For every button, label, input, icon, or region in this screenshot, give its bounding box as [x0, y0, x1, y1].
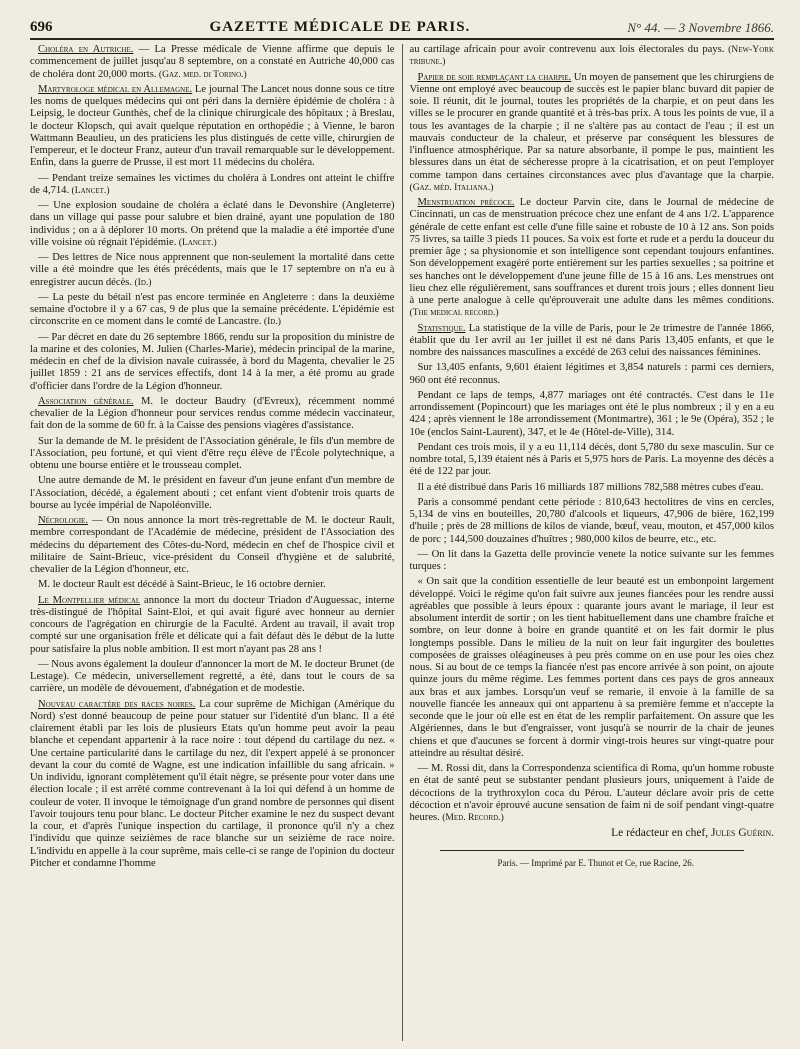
- item-text: Sur 13,405 enfants, 9,601 étaient légitimes et 3,854 naturels : parmi ces derniers, 960 ont été reconnus.: [409, 362, 774, 386]
- news-item: [410, 442, 775, 479]
- item-heading: Choléra en Autriche.: [38, 44, 134, 55]
- item-source: (Id.): [261, 316, 281, 328]
- item-text: — La peste du bétail n'est pas encore terminée en Angleterre : dans la deuxième semaine d'octobre il y a 67 cas, 9 de plus que la semaine précédente. L'épidémie est circonscrite en ce moment dans le comté de Lancastre.: [30, 291, 395, 328]
- news-item: [410, 323, 775, 360]
- news-item: [30, 84, 395, 170]
- news-item: [30, 252, 395, 289]
- divider: [440, 850, 745, 851]
- news-item: [30, 332, 395, 393]
- news-item: [30, 436, 395, 473]
- item-heading: Nécrologie.: [38, 515, 88, 526]
- item-text: M. le docteur Baudry (d'Evreux), récemment nommé chevalier de la Légion d'honneur pour services rendus comme médecin vaccinateur, fait don de la somme de 60 fr. à la Caisse des pensions viagères d'assistance.: [30, 395, 395, 432]
- issue-date: N° 44. — 3 Novembre 1866.: [627, 20, 774, 35]
- item-heading: Papier de soie remplaçant la charpie.: [417, 71, 572, 83]
- item-text: — Nous avons également la douleur d'annoncer la mort de M. le docteur Brunet (de Lestage). Ce médecin, universellement regretté, a été, dans tout le cours de sa carrière, un modèle de dévouement, d'abnégation et de modestie.: [30, 658, 395, 695]
- item-text: Sur la demande de M. le président de l'Association générale, le fils d'un membre de l'Association, peu fortuné, et qui vient d'être reçu élève de l'École polytechnique, a obtenu une bourse entière et le trousseau complet.: [30, 435, 395, 471]
- item-source: (Gaz. méd. Italiana.): [409, 181, 494, 193]
- editor-signature: [410, 827, 775, 839]
- item-text: — Par décret en date du 26 septembre 1866, rendu sur la proposition du ministre de la marine et des colonies, M. Julien (Charles-Marie), médecin principal de la marine, médecin en chef de la division navale cuirassée, à bord du Magenta, chevalier le 25 juillet 1859 : 21 ans de services effectifs, dont 14 à la mer, a été promu au grade d'officier dans l'ordre de la Légion d'honneur.: [30, 331, 395, 392]
- news-item: [410, 390, 775, 439]
- item-text: — Des lettres de Nice nous apprennent que non-seulement la mortalité dans cette ville a été moindre que les étés précédents, mais que le 17 septembre on n'a eu à enregistrer aucun décès.: [30, 252, 395, 288]
- news-item: [30, 595, 395, 656]
- item-text: Il a été distribué dans Paris 16 milliards 187 millions 782,588 mètres cubes d'eau.: [417, 481, 764, 493]
- item-source: (Med. Record.): [439, 812, 504, 823]
- printer-imprint: Paris. — Imprimé par E. Thunot et Ce, rue Racine, 26.: [497, 857, 695, 868]
- item-text: au cartilage africain pour avoir contrevenu aux lois électorales du pays.: [409, 44, 725, 55]
- item-text: La statistique de la ville de Paris, pour le 2e trimestre de l'année 1866, établit que du 1er avril au 1er juillet il est né dans Paris 13,405 enfants, et que le nombre des naissances masculines a excédé de 263 celui des naissances féminines.: [409, 322, 774, 358]
- item-text: — On nous annonce la mort très-regrettable de M. le docteur Rault, membre correspondant de l'Académie de médecine, président de l'Association des médecins du département des Côtes-du-Nord, médecin en chef de l'hospice civil et militaire de Saint-Brieuc, vice-président du Conseil d'hygiène et de salubrité, chevalier de la Légion d'honneur, etc.: [30, 515, 395, 575]
- item-text: Pendant ces trois mois, il y a eu 11,114 décès, dont 5,780 du sexe masculin. Sur ce nombre total, 5,139 étaient nés à Paris et 5,975 hors de Paris. La moyenne des décès a été de 122 par jour.: [409, 441, 774, 478]
- news-item: [410, 197, 775, 320]
- item-heading: Statistique.: [417, 322, 466, 334]
- item-heading: Association générale.: [38, 395, 134, 407]
- item-text: — Une explosion soudaine de choléra a éclaté dans le Devonshire (Angleterre) dans un village qui passe pour salubre et bien drainé, ayant une population de 180 individus ; on a à déplorer 10 morts. On prétend que la maladie a été importée d'une ville voisine où régnait l'épidémie.: [30, 200, 395, 248]
- item-heading: Menstruation précoce.: [417, 197, 515, 208]
- item-text: — M. Rossi dit, dans la Correspondenza scientifica di Roma, qu'un homme robuste en état de santé peut se substanter pendant plusieurs jours, uniquement à l'aide de décoctions de la trythroxylon coca du Pérou. L'auteur déclare avoir pris de cette décoction et n'avoir éprouvé aucune sensation de faim ni de soif pendant vingt-quatre heures.: [409, 763, 774, 823]
- news-item: [410, 362, 775, 387]
- item-source: (New-York tribune.): [409, 44, 774, 68]
- news-item: [410, 549, 775, 574]
- item-heading: Martyrologe médical en Allemagne.: [38, 83, 193, 95]
- item-heading: Nouveau caractère des races noires.: [38, 698, 196, 710]
- news-item: [410, 763, 775, 824]
- news-item: [410, 44, 775, 69]
- item-source: (Id.): [132, 276, 152, 288]
- article-columns: [30, 44, 774, 1041]
- item-text: Le docteur Parvin cite, dans le Journal de médecine de Cincinnati, un cas de menstruation précoce chez une enfant de 4 ans 1/2. L'apparence générale de cette enfant est celle d'une fille saine et robuste de 10 à 12 ans. Son poids 75 livres, sa taille 3 pieds 11 pouces. Sa voix est forte et rude et a perdu la douceur du premier âge ; sa physionomie et son intelligence sont cependant toujours enfantines. Son développement exagéré porte entièrement sur les parties sexuelles ; sa poitrine et ses hanches ont le développement d'une jeune fille de 15 à 16 ans. Les menstrues ont lieu chez elle régulièrement, sans souffrances et durent trois jours ; elles donnent lieu à une perte analogue à celle qu'éprouverait une adulte dans les mêmes conditions.: [409, 197, 774, 306]
- journal-title: GAZETTE MÉDICALE DE PARIS.: [209, 19, 471, 35]
- news-item: [30, 699, 395, 871]
- item-text: Une autre demande de M. le président en faveur d'un jeune enfant d'un membre de l'Association, décédé, a également abouti ; cet enfant vient d'obtenir trois quarts de bourse au lycée impérial de Napoléonville.: [30, 475, 395, 511]
- item-text: — Pendant treize semaines les victimes du choléra à Londres ont atteint le chiffre de 4,714.: [30, 172, 395, 196]
- signature-prefix: Le rédacteur en chef,: [611, 827, 712, 840]
- news-item: [30, 515, 395, 576]
- page-header: [30, 16, 774, 40]
- news-item: [30, 659, 395, 696]
- item-source: (The medical record.): [409, 307, 499, 319]
- item-text: Paris a consommé pendant cette période : 810,643 hectolitres de vins en cercles, 5,134 de vins en bouteilles, 20,780 d'alcools et liqueurs, 47,906 de bière, 162,199 d'huile ; près de 28 millions de kilos de viande, bœuf, veau, mouton, et 457,000 kilos de porc ; 144,500 douzaines d'huîtres ; 980,000 kilos de beurre, etc., etc.: [409, 496, 774, 545]
- item-text: — La Presse médicale de Vienne affirme que depuis le commencement de juillet jusqu'au 8 septembre, on a constaté en Autriche 40,000 cas de choléra dont 20,000 morts.: [30, 44, 395, 80]
- left-column: [30, 44, 402, 1041]
- item-text: Le journal The Lancet nous donne sous ce titre les noms de quelques médecins qui ont péri dans la dernière épidémie de choléra : à Leipsig, le docteur Gunthès, chef de la clinique chirurgicale des hôpitaux ; à Breslau, le docteur Klopsch, qui avait quelque réputation en orthopédie ; à Vienne, le baron Wattmann Beaulieu, un des praticiens les plus distingués de cette ville, chirurgien de l'empereur, et le docteur Franz, auteur d'un travail remarquable sur le développement. Enfin, dans la guerre de Prusse, il est mort 11 médecins du choléra.: [30, 83, 395, 169]
- page-number: 696: [30, 19, 53, 35]
- item-text: annonce la mort du docteur Triadon d'Auguessac, interne très-distingué de l'hôpital Saint-Eloi, et qui avait figuré avec honneur au dernier concours de l'agrégation en chirurgie de la Faculté. Ardent au travail, il avait trop compté sur une organisation frêle et délicate qui a fait défaut dès le début de la lutte pour satisfaire la plus noble ambition. Il est mort n'ayant pas 28 ans !: [30, 594, 395, 655]
- news-item: [30, 44, 395, 81]
- news-item: [30, 200, 395, 249]
- news-item: [410, 482, 775, 494]
- item-source: (Gaz. med. di Torino.): [156, 68, 247, 80]
- item-heading: Le Montpellier médical: [38, 594, 141, 606]
- news-item: [410, 576, 775, 760]
- news-item: [30, 396, 395, 433]
- right-column: [402, 44, 775, 1041]
- item-text: La cour suprême de Michigan (Amérique du Nord) s'est donné beaucoup de peine pour statuer sur l'identité d'un blanc. Il a été clairement établi par les lois de plusieurs Etats qu'un homme peut avoir la peau blanche et cependant appartenir à la race noire : tout dépend du cartilage du nez. « Une certaine particularité dans le cartilage du nez, dit l'expert appelé à se prononcer devant la cour du comté de Wagne, est une indication infaillible du sang africain. » Un individu, ignorant complètement qu'il était nègre, se présente pour voter dans une élection locale ; il est arrêté comme contrevenant à la loi qui défend à un homme de couleur de voter. Il invoque le témoignage d'un grand nombre de personnes qui disent l'avoir toujours tenu pour blanc. Le docteur Pitcher examine le nez du suspect devant la cour, et d'après l'unique inspection du cartilage, il prononce qu'il n'y a chez l'individu que quinze seizièmes de race blanche sur un seizième de race noire. L'individu en appelle à la cour suprême, mais celle-ci se range de l'opinion du docteur Pitcher et condamne l'homme: [30, 698, 395, 869]
- item-text: « On sait que la condition essentielle de leur beauté est un embonpoint largement développé. Voici le régime qu'on fait suivre aux jeunes fiancées pour les rendre aussi agréables que possible à leurs époux : quarante jours avant le mariage, il leur est absolument interdit de sortir ; on les tient habituellement dans une chambre fraîche et sombre, on leur donne à boire en grande quantité et on les fait dormir le plus longtemps possible. Dans le milieu de la nuit on leur fait ingurgiter des boulettes composées de graisses oléagineuses à peu près comme on en use pour les oies chez nous. Si au bout de ce temps la fiancée n'est pas encore arrivée à son point, on ajoute quinze jours du même régime. Les femmes portent dans ces pays de gros anneaux aux bras et aux jambes. Lorsqu'un veuf se remarie, il envoie à la famille de sa nouvelle fiancée les anneaux qui ont appartenu à sa première femme et n'accepte la seconde que le jour où elle est en état de les remplir parfaitement. On assure que les Algériennes, dans le but d'engraisser, vont jusqu'à se nourrir de la chair de jeunes chiens et que d'aucunes se forcent à dormir vingt-trois heures sur vingt-quatre pour atteindre au résultat désiré.: [409, 576, 774, 759]
- news-item: [30, 173, 395, 198]
- item-text: M. le docteur Rault est décédé à Saint-Brieuc, le 16 octobre dernier.: [38, 579, 326, 591]
- item-source: (Lancet.): [176, 236, 217, 248]
- news-item: [410, 497, 775, 546]
- news-item: [410, 72, 775, 195]
- item-text: Un moyen de pansement que les chirurgiens de Vienne ont employé avec beaucoup de succès est le papier blanc buvard dit papier de soie. Il réunit, dit le journal, toutes les propriétés de la charpie, et on peut dans les villes se le procurer en grande quantité et à très-bas prix. A tous les points de vue, il a tous les avantages de la charpie ; il ne s'altère pas au contact de l'eau ; il est un mauvais conducteur de la chaleur, et préserve par conséquent les blessures de l'influence atmosphérique. Par sa nature absorbante, il pompe le pus, maintient les blessures dans un état de sécheresse propre à la cicatrisation, et on peut l'employer comme tampon dans certaines circonstances avec plus d'avantage que la charpie.: [409, 71, 774, 181]
- editor-name: Jules Guérin.: [711, 827, 774, 840]
- news-item: [30, 475, 395, 512]
- news-item: [30, 579, 395, 591]
- item-text: — On lit dans la Gazetta delle provincie venete la notice suivante sur les femmes turques :: [409, 548, 774, 572]
- item-source: (Lancet.): [69, 184, 110, 196]
- item-text: Pendant ce laps de temps, 4,877 mariages ont été contractés. C'est dans le 11e arrondissement (Popincourt) que les mariages ont été le plus nombreux ; il y en a eu 424 ; après viennent le 18e arrondissement (Montmartre), 361 ; le 9e (Opéra), 352 ; le 10e (enclos Saint-Laurent), 347, et le 4e (Hôtel-de-Ville), 314.: [409, 389, 774, 438]
- news-item: [30, 292, 395, 329]
